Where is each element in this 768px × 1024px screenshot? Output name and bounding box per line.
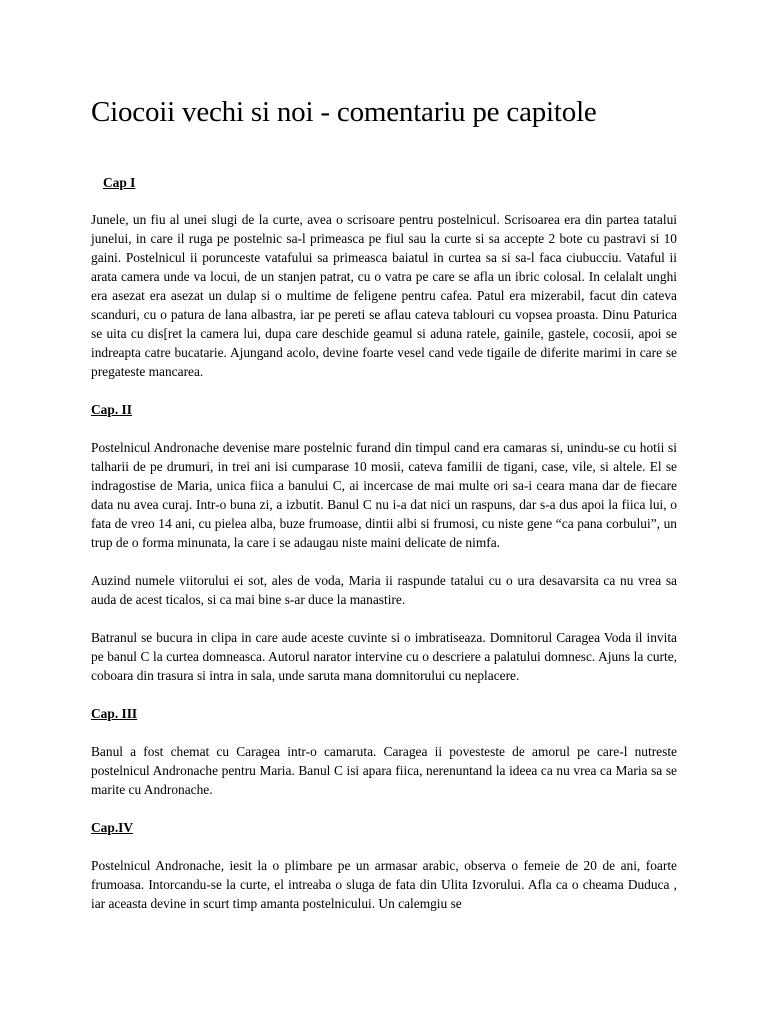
section-cap-4 (91, 819, 677, 913)
section-heading: Cap. III (91, 706, 138, 721)
paragraph: Banul a fost chemat cu Caragea intr-o camaruta. Caragea ii povesteste de amorul pe care-l nutreste postelnicul Andronache pentru Maria. Banul C isi apara fiica, nerenuntand la ideea ca nu vrea ca Maria sa se marite cu Andronache. (91, 744, 677, 797)
section-heading: Cap.IV (91, 820, 134, 835)
paragraph: Postelnicul Andronache, iesit la o plimbare pe un armasar arabic, observa o femeie de 20 de ani, foarte frumoasa. Intorcandu-se la curte, el intreaba o sluga de fata din Ulita Izvorului. Afla ca o cheama Duduca , iar aceasta devine in scurt timp amanta postelnicului. Un calemgiu se (91, 858, 677, 911)
document-title: Ciocoii vechi si noi - comentariu pe capitole (91, 96, 597, 128)
section-heading: Cap. II (91, 402, 132, 417)
section-cap-2 (91, 401, 677, 685)
paragraph: Batranul se bucura in clipa in care aude aceste cuvinte si o imbratiseaza. Domnitorul Caragea Voda il invita pe banul C la curtea domneasca. Autorul narator intervine cu o descriere a palatului domnesc. Ajuns la curte, coboara din trasura si intra in sala, unde saruta mana domnitorului cu neplacere. (91, 630, 677, 683)
section-cap-3 (91, 705, 677, 799)
section-heading: Cap I (103, 175, 136, 190)
paragraph: Auzind numele viitorului ei sot, ales de voda, Maria ii raspunde tatalui cu o ura desavarsita ca nu vrea sa auda de acest ticalos, si ca mai bine s-ar duce la manastire. (91, 573, 677, 607)
paragraph: Postelnicul Andronache devenise mare postelnic furand din timpul cand era camaras si, unindu-se cu hotii si talharii de pe drumuri, in trei ani isi cumparase 10 mosii, cateva familii de tigani, case, vile, si altele. El se indragostise de Maria, unica fiica a banului C, ai incercase de mai multe ori sa-i ceara mana dar de fiecare data nu avea curaj. Intr-o buna zi, a izbutit. Banul C nu i-a dat nici un raspuns, dar s-a dus apoi la fiica lui, o fata de vreo 14 ani, cu pielea alba, buze frumoase, dintii albi si frumosi, cu niste gene “ca pana corbului”, un trup de o forma minunata, la care i se adaugau niste maini delicate de nimfa. (91, 440, 677, 550)
section-cap-1 (91, 174, 677, 381)
paragraph: Junele, un fiu al unei slugi de la curte, avea o scrisoare pentru postelnicul. Scrisoarea era din partea tatalui junelui, in care il ruga pe postelnic sa-l primeasca pe fiul sau la curte si sa accepte 2 bote cu pastravi si 10 gaini. Postelnicul ii porunceste vatafului sa primeasca baiatul in curtea sa si sa-l faca ciubucciu. Vataful ii arata camera unde va locui, de un stanjen patrat, cu o vatra pe care se afla un ibric colosal. In celalalt unghi era asezat era asezat un dulap si o multime de feligene pentru cafea. Patul era mizerabil, facut din cateva scanduri, cu o patura de lana albastra, iar pe pereti se aflau cateva tablouri cu vopsea proasta. Dinu Paturica se uita cu dis[ret la camera lui, dupa care deschide geamul si aduna ratele, gainile, gastele, cocosii, apoi se indreapta catre bucatarie. Ajungand acolo, devine foarte vesel cand vede tigaile de diferite marimi in care se pregateste mancarea. (91, 212, 677, 379)
